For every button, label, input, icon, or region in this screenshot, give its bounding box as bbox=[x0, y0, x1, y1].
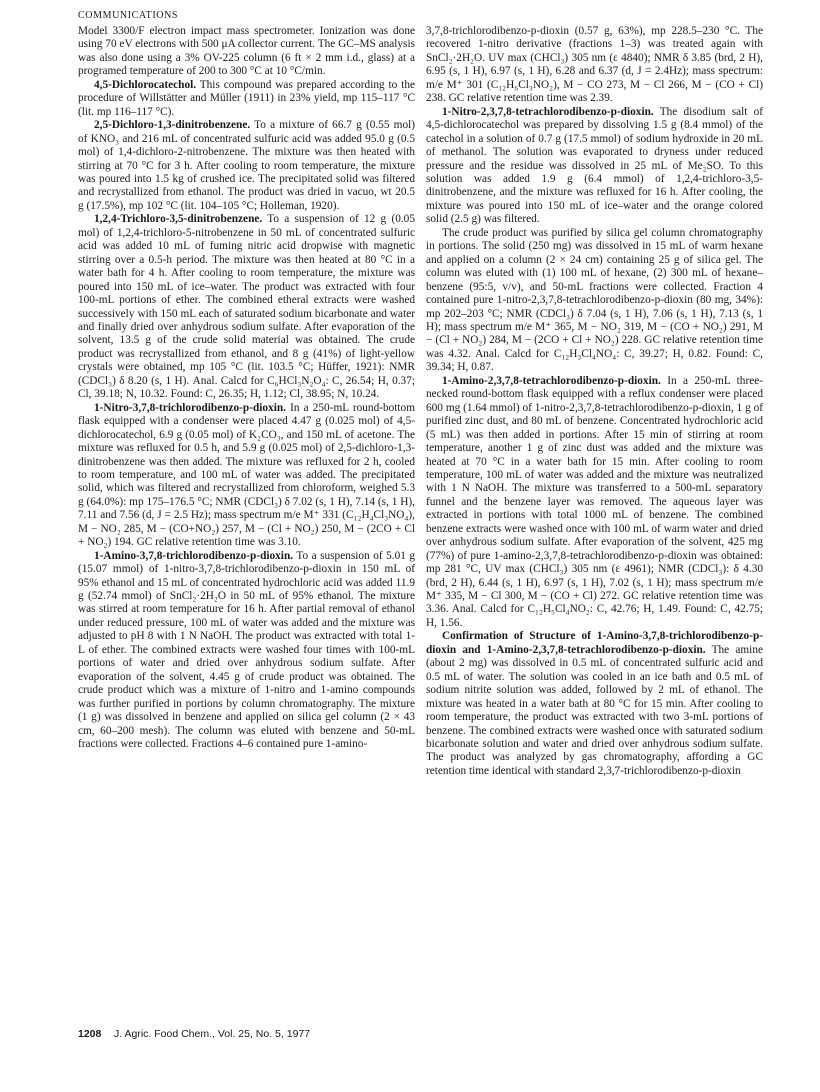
paragraph-text: 3,7,8-trichlorodibenzo-p-dioxin (0.57 g, 63%), mp 228.5–230 °C. The recovered 1-nitro derivative (fractions 1–3) was treated again with SnCl₂·2H₂O. UV max (CHCl₃) 305 nm (ε 4840); NMR δ 3.85 (brd, 2 H), 6.95 (s, 1 H), 6.97 (s, 1 H), 6.28 and 6.37 (d, J = 2.4Hz); mass spectrum: m/e M⁺ 301 (C₁₂H₆Cl₃NO₂), M − CO 273, M − Cl 266, M − (CO + Cl) 238. GC relative retention time was 2.39. bbox=[426, 25, 763, 105]
paragraph-text: Model 3300/F electron impact mass spectrometer. Ionization was done using 70 eV electrons with 500 μA collector current. The GC–MS analysis was also done using a 3% OV-225 column (6 ft × 2 mm i.d., glass) at a programed temperature of 200 to 300 °C at 10 °C/min. bbox=[78, 25, 415, 78]
right-column bbox=[426, 25, 763, 778]
paragraph-text: To a mixture of 66.7 g (0.55 mol) of KNO₃ and 216 mL of concentrated sulfuric acid was added 95.0 g (0.5 mol) of 1,4-dichloro-2-nitrobenzene. The mixture was then heated with stirring at 70 °C for 3 h. After cooling to room temperature, the mixture was poured into 1.5 kg of crushed ice. The precipitated solid was filtered and recrystallized from ethanol. The product was dried in vacuo, wt 20.5 g (17.5%), mp 102 °C (lit. 104–105 °C; Holleman, 1920). bbox=[78, 119, 415, 212]
paragraph-text: To a suspension of 5.01 g (15.07 mmol) of 1-nitro-3,7,8-trichlorodibenzo-p-dioxin in 150 mL of 95% ethanol and 15 mL of concentrated hydrochloric acid was added 11.9 g (52.74 mmol) of SnCl₂·2H₂O in 50 mL of 95% ethanol. The mixture was stirred at room temperature for 16 h. After partial removal of ethanol under reduced pressure, 100 mL of water was added and the mixture was adjusted to pH 8 with 1 N NaOH. The product was extracted with total 1-L of ether. The combined extracts were washed four times with 100-mL portions of water and dried over anhydrous sodium sulfate. After evaporation of the solvent, 4.45 g of crude product was obtained. The crude product which was a mixture of 1-nitro and 1-amino compounds was further purified in portions by column chromatography. The mixture (1 g) was dissolved in benzene and applied on silica gel column (2 × 43 cm, 60–200 mesh). The column was eluted with benzene and 50-mL fractions were collected. Fractions 4–6 contained pure 1-amino- bbox=[78, 549, 416, 751]
paragraph bbox=[426, 375, 763, 631]
paragraph-heading: 4,5-Dichlorocatechol. bbox=[94, 78, 197, 91]
paragraph-heading: 1-Nitro-2,3,7,8-tetrachlorodibenzo-p-dioxin. bbox=[442, 105, 654, 118]
paragraph-text: In a 250-mL three-necked round-bottom flask equipped with a reflux condenser were placed 600 mg (1.64 mmol) of 1-nitro-2,3,7,8-tetrachlorodibenzo-p-dioxin, 1 g of purified zinc dust, and 80 mL of benzene. Concentrated hydrochloric acid (5 mL) was then added in portions. After 15 min of stirring at room temperature, another 1 g of zinc dust was added and the mixture was heated at 70 °C in a water bath for 15 min. After cooling to room temperature, 100 mL of water was added and the mixture was neutralized with 1 N NaOH. The mixture was transferred to a 500-mL separatory funnel and the benzene layer was removed. The aqueous layer was extracted in portions with total 1000 mL of benzene. The combined benzene extracts were washed once with 100 mL of warm water and dried over anhydrous sodium sulfate. After evaporation of the solvent, 425 mg (77%) of pure 1-amino-2,3,7,8-tetrachlorodibenzo-p-dioxin was obtained: mp 281 °C, UV max (CHCl₃) 305 nm (ε 4961); NMR (CDCl₃): δ 4.30 (brd, 2 H), 6.44 (s, 1 H), 6.97 (s, 1 H), 7.02 (s, 1 H); mass spectrum m/e M⁺ 335, M − Cl 300, M − (CO + Cl) 272. GC relative retention time was 3.36. Anal. Calcd for C₁₂H₅Cl₄NO₂: C, 42.76; H, 1.49. Found: C, 42.75; H, 1.56. bbox=[426, 374, 763, 629]
paragraph bbox=[78, 213, 415, 401]
paragraph-text: The amine (about 2 mg) was dissolved in 0.5 mL of concentrated sulfuric acid and 0.5 mL of water. The solution was cooled in an ice bath and 0.5 mL of sodium nitrite solution was added, followed by 2 mL of ethanol. The mixture was heated in a water bath at 80 °C for 15 min. After cooling to room temperature, the product was extracted with two 3-mL portions of benzene. The combined extracts were washed once with saturated sodium bicarbonate solution and water and dried over anhydrous sodium sulfate. The product was analyzed by gas chromatography, affording a GC retention time identical with standard 2,3,7-trichlorodibenzo-p-dioxin bbox=[426, 643, 763, 777]
left-column bbox=[78, 25, 415, 751]
paragraph-heading: 1-Amino-2,3,7,8-tetrachlorodibenzo-p-dioxin. bbox=[442, 374, 661, 387]
paragraph bbox=[78, 402, 415, 550]
paragraph-text: The crude product was purified by silica gel column chromatography in portions. The solid (250 mg) was dissolved in 15 mL of warm hexane and applied on a column (2 × 24 cm) containing 25 g of silica gel. The column was eluted with (1) 100 mL of hexane, (2) 300 mL of hexane–benzene (95:5, v/v), and 50-mL fractions were collected. Fraction 4 contained pure 1-nitro-2,3,7,8-tetrachlorodibenzo-p-dioxin (80 mg, 34%): mp 202–203 °C; NMR (CDCl₃) δ 7.04 (s, 1 H), 7.06 (s, 1 H), 7.13 (s, 1 H); mass spectrum m/e M⁺ 365, M − NO₂ 319, M − (CO + NO₂) 291, M − (Cl + NO₂) 284, M − (2CO + Cl + NO₂) 228. GC relative retention time was 4.32. Anal. Calcd for C₁₂H₃Cl₄NO₄: C, 39.27; H, 0.82. Found: C, 39.34; H, 0.87. bbox=[426, 226, 763, 374]
paragraph-heading: 1-Nitro-3,7,8-trichlorodibenzo-p-dioxin. bbox=[94, 401, 286, 414]
paragraph bbox=[426, 227, 763, 375]
paragraph-heading: 2,5-Dichloro-1,3-dinitrobenzene. bbox=[94, 119, 251, 132]
paragraph-heading: Confirmation of Structure of 1-Amino-3,7,8-trichlorodibenzo-p-dioxin and 1-Amino-2,3,7,8-tetrachlorodibenzo-p-dioxin. bbox=[426, 630, 763, 656]
page-footer bbox=[78, 1028, 758, 1040]
paragraph bbox=[426, 25, 763, 106]
page-number: 1208 bbox=[78, 1028, 102, 1040]
paragraph bbox=[426, 630, 763, 778]
paragraph-text: In a 250-mL round-bottom flask equipped with a condenser were placed 4.47 g (0.025 mol) of 4,5-dichlorocatechol, 6.9 g (0.05 mol) of K₂CO₃, and 150 mL of acetone. The mixture was refluxed for 0.5 h, and 5.9 g (0.025 mol) of 2,5-dichloro-1,3-dinitrobenzene was then added. The mixture was refluxed for 2 h, cooled to room temperature, and 100 mL of water was added. The precipitated solid, which was filtered and recrystallized from chloroform, weighed 5.3 g (64.0%): mp 175–176.5 °C; NMR (CDCl₃) δ 7.02 (s, 1 H), 7.14 (s, 1 H), 7.11 and 7.56 (d, J = 2.5 Hz); mass spectrum m/e M⁺ 331 (C₁₂H₄Cl₃NO₄), M − NO₂ 285, M − (CO+NO₂) 257, M − (Cl + NO₂) 250, M − (2CO + Cl + NO₂) 194. GC relative retention time was 3.10. bbox=[78, 401, 415, 549]
paragraph-text: To a suspension of 12 g (0.05 mol) of 1,2,4-trichloro-5-nitrobenzene in 50 mL of concentrated sulfuric acid was added 10 mL of fuming nitric acid dropwise with magnetic stirring over a 0.5-h period. The mixture was then heated at 80 °C in a water bath for 4 h. After cooling to room temperature, the mixture was poured into 150 mL of ice–water. The product was extracted with four 100-mL portions of ether. The combined etheral extracts were washed successively with 150 mL each of saturated sodium bicarbonate and water and finally dried over anhydrous sodium sulfate. After evaporation of the solvent, 13.5 g of the crude solid material was obtained. The crude product was recrystallized from ethanol, and 8 g (41%) of light-yellow crystals were obtained, mp 105 °C (lit. 103.5 °C; Hüffer, 1921): NMR (CDCl₃) δ 8.20 (s, 1 H). Anal. Calcd for C₆HCl₃N₂O₄: C, 26.54; H, 0.37; Cl, 39.18; N, 10.32. Found: C, 26.35; H, 1.12; Cl, 38.95; N, 10.24. bbox=[78, 213, 415, 401]
paragraph bbox=[78, 25, 415, 79]
paragraph bbox=[78, 550, 415, 752]
paragraph-text: The disodium salt of 4,5-dichlorocatechol was prepared by dissolving 1.5 g (8.4 mmol) of the catechol in a solution of 0.7 g (17.5 mmol) of sodium hydroxide in 20 mL of methanol. The solution was evaporated to dryness under reduced pressure and the residue was dissolved in 25 mL of Me₂SO. To this solution was added 1.9 g (6.4 mmol) of 1,2,4-trichloro-3,5-dinitrobenzene, and the mixture was refluxed for 16 h. After cooling, the mixture was poured into 150 mL of ice–water and the orange colored solid (2.5 g) was filtered. bbox=[426, 105, 763, 226]
paragraph bbox=[78, 79, 415, 119]
paragraph-heading: 1-Amino-3,7,8-trichlorodibenzo-p-dioxin. bbox=[94, 549, 294, 562]
journal-citation: J. Agric. Food Chem., Vol. 25, No. 5, 1977 bbox=[113, 1028, 311, 1040]
paragraph-heading: 1,2,4-Trichloro-3,5-dinitrobenzene. bbox=[94, 213, 263, 226]
paragraph bbox=[78, 119, 415, 213]
paragraph bbox=[426, 106, 763, 227]
section-header: COMMUNICATIONS bbox=[78, 10, 179, 21]
paragraph-text: This compound was prepared according to the procedure of Willstätter and Müller (1911) in 23% yield, mp 115–117 °C (lit. mp 116–117 °C). bbox=[78, 78, 415, 118]
